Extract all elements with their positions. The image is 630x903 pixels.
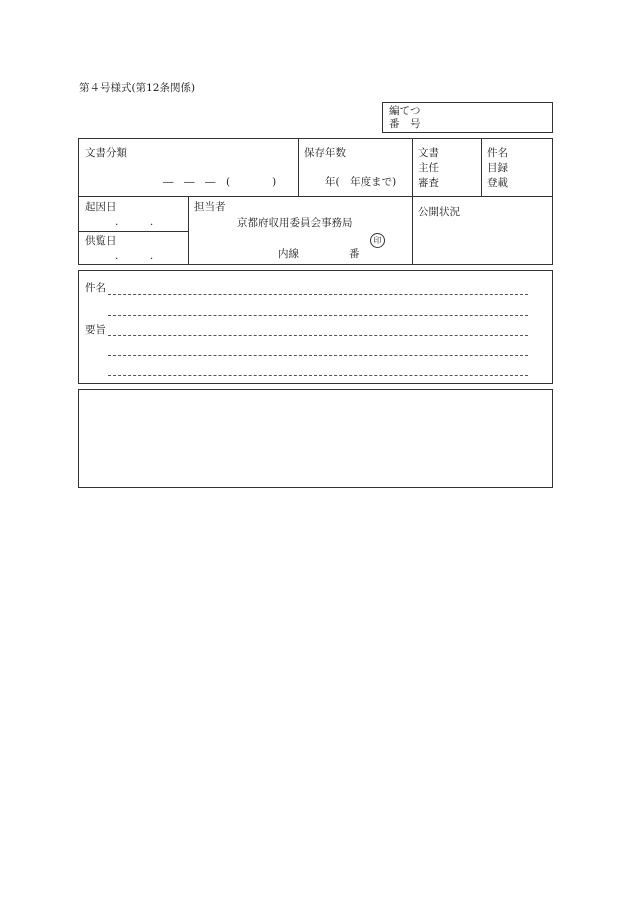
- review-col1-line1: 文書: [418, 147, 439, 159]
- offer-date-dots: . .: [115, 250, 154, 262]
- summary-line-3: [108, 375, 528, 376]
- review-col1-line2: 主任: [418, 162, 439, 174]
- binding-number-label-2: 番 号: [389, 118, 421, 130]
- disclosure-status-label: 公開状況: [418, 206, 460, 218]
- summary-line-1: [108, 335, 528, 336]
- form-title: 第４号様式(第12条関係): [79, 82, 196, 94]
- extension-label: 内線: [278, 248, 299, 260]
- summary-line-2: [108, 355, 528, 356]
- divider-v1: [298, 139, 299, 196]
- subject-line-1: [108, 294, 528, 295]
- subject-label: 件名: [85, 282, 106, 294]
- date-divider: [79, 231, 188, 232]
- binding-number-box: [382, 102, 553, 133]
- subject-summary-box: [78, 270, 553, 384]
- origin-date-dots: . .: [115, 216, 154, 228]
- origin-date-label: 起因日: [85, 201, 117, 213]
- notes-box: [78, 389, 553, 488]
- binding-number-label-1: 編てつ: [389, 105, 421, 117]
- document-header-table: [78, 138, 553, 265]
- review-col1-line3: 審査: [418, 177, 439, 189]
- subject-line-2: [108, 315, 528, 316]
- office-name: 京都府収用委員会事務局: [237, 217, 353, 229]
- review-col2-line2: 目録: [487, 162, 508, 174]
- person-in-charge-label: 担当者: [194, 201, 226, 213]
- divider-v3: [481, 139, 482, 196]
- seal-mark-icon: 印: [370, 233, 385, 248]
- extension-number-suffix: 番: [349, 248, 360, 260]
- summary-label: 要旨: [85, 324, 106, 336]
- retention-pattern: 年( 年度まで): [325, 176, 397, 188]
- doc-classification-label: 文書分類: [85, 147, 127, 159]
- divider-v4: [188, 196, 189, 264]
- divider-v2: [412, 139, 413, 264]
- header-row-divider: [79, 196, 552, 197]
- review-col2-line3: 登載: [487, 177, 508, 189]
- retention-label: 保存年数: [304, 147, 346, 159]
- doc-classification-pattern: ― ― ― ( ): [163, 176, 277, 188]
- review-col2-line1: 件名: [487, 147, 508, 159]
- offer-date-label: 供覧日: [85, 235, 117, 247]
